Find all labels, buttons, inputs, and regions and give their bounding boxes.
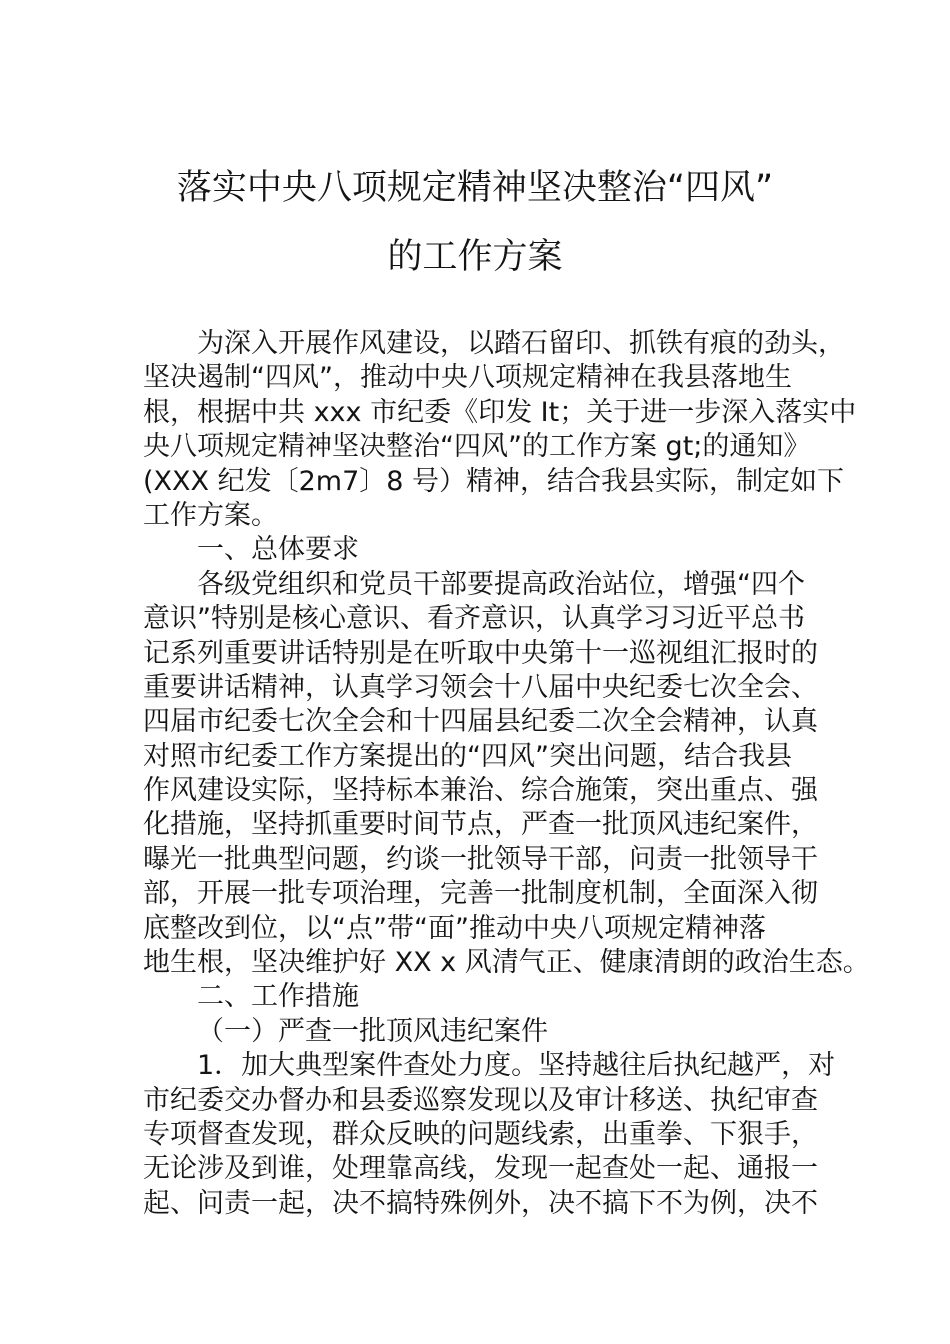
paragraph-line: 起、问责一起，决不搞特殊例外，决不搞下不为例，决不 — [143, 1187, 818, 1219]
paragraph-line: 四届市纪委七次全会和十四届县纪委二次全会精神，认真 — [143, 706, 818, 738]
paragraph-line: 工作方案。 — [143, 499, 278, 531]
section-heading: 一、总体要求 — [197, 534, 359, 566]
paragraph-line: 意识”特别是核心意识、看齐意识，认真学习习近平总书 — [143, 603, 805, 635]
paragraph-line: 重要讲话精神，认真学习领会十八届中央纪委七次全会、 — [143, 671, 818, 703]
paragraph-line: 1．加大典型案件查处力度。坚持越往后执纪越严，对 — [197, 1050, 836, 1082]
paragraph-line: 部，开展一批专项治理，完善一批制度机制，全面深入彻 — [143, 878, 818, 910]
paragraph-line: 化措施，坚持抓重要时间节点，严查一批顶风违纪案件， — [143, 809, 818, 841]
paragraph-line: 记系列重要讲话特别是在听取中央第十一巡视组汇报时的 — [143, 637, 818, 669]
paragraph-line: 根，根据中共 xxx 市纪委《印发 It；关于进一步深入落实中 — [143, 396, 857, 428]
paragraph-line: (XXX 纪发〔2m7〕8 号）精神，结合我县实际，制定如下 — [143, 465, 845, 497]
paragraph-line: 专项督查发现，群众反映的问题线索，出重拳、下狠手， — [143, 1118, 818, 1150]
paragraph-line: 央八项规定精神坚决整治“四风”的工作方案 gt;的通知》 — [143, 431, 811, 463]
paragraph-line: 各级党组织和党员干部要提高政治站位，增强“四个 — [197, 568, 805, 600]
paragraph-line: 无论涉及到谁，处理靠高线，发现一起查处一起、通报一 — [143, 1153, 818, 1185]
paragraph-line: 作风建设实际，坚持标本兼治、综合施策，突出重点、强 — [143, 775, 818, 807]
paragraph-line: 为深入开展作风建设，以踏石留印、抓铁有痕的劲头， — [197, 328, 845, 359]
paragraph-line: 坚决遏制“四风”，推动中央八项规定精神在我县落地生 — [143, 362, 792, 394]
section-heading: 二、工作措施 — [197, 981, 359, 1013]
paragraph-line: 市纪委交办督办和县委巡察发现以及审计移送、执纪审查 — [143, 1084, 818, 1116]
subsection-heading: （一）严查一批顶风违纪案件 — [197, 1015, 548, 1047]
paragraph-line: 曝光一批典型问题，约谈一批领导干部，问责一批领导干 — [143, 843, 818, 875]
document-title-line-2: 的工作方案 — [387, 237, 563, 277]
paragraph-line: 地生根，坚决维护好 XX x 风清气正、健康清朗的政治生态。 — [143, 947, 870, 979]
paragraph-line: 底整改到位，以“点”带“面”推动中央八项规定精神落 — [143, 912, 766, 944]
paragraph-line: 对照市纪委工作方案提出的“四风”突出问题，结合我县 — [143, 740, 792, 772]
document-body — [143, 327, 870, 1221]
document-title-line-1: 落实中央八项规定精神坚决整治“四风” — [176, 168, 774, 208]
